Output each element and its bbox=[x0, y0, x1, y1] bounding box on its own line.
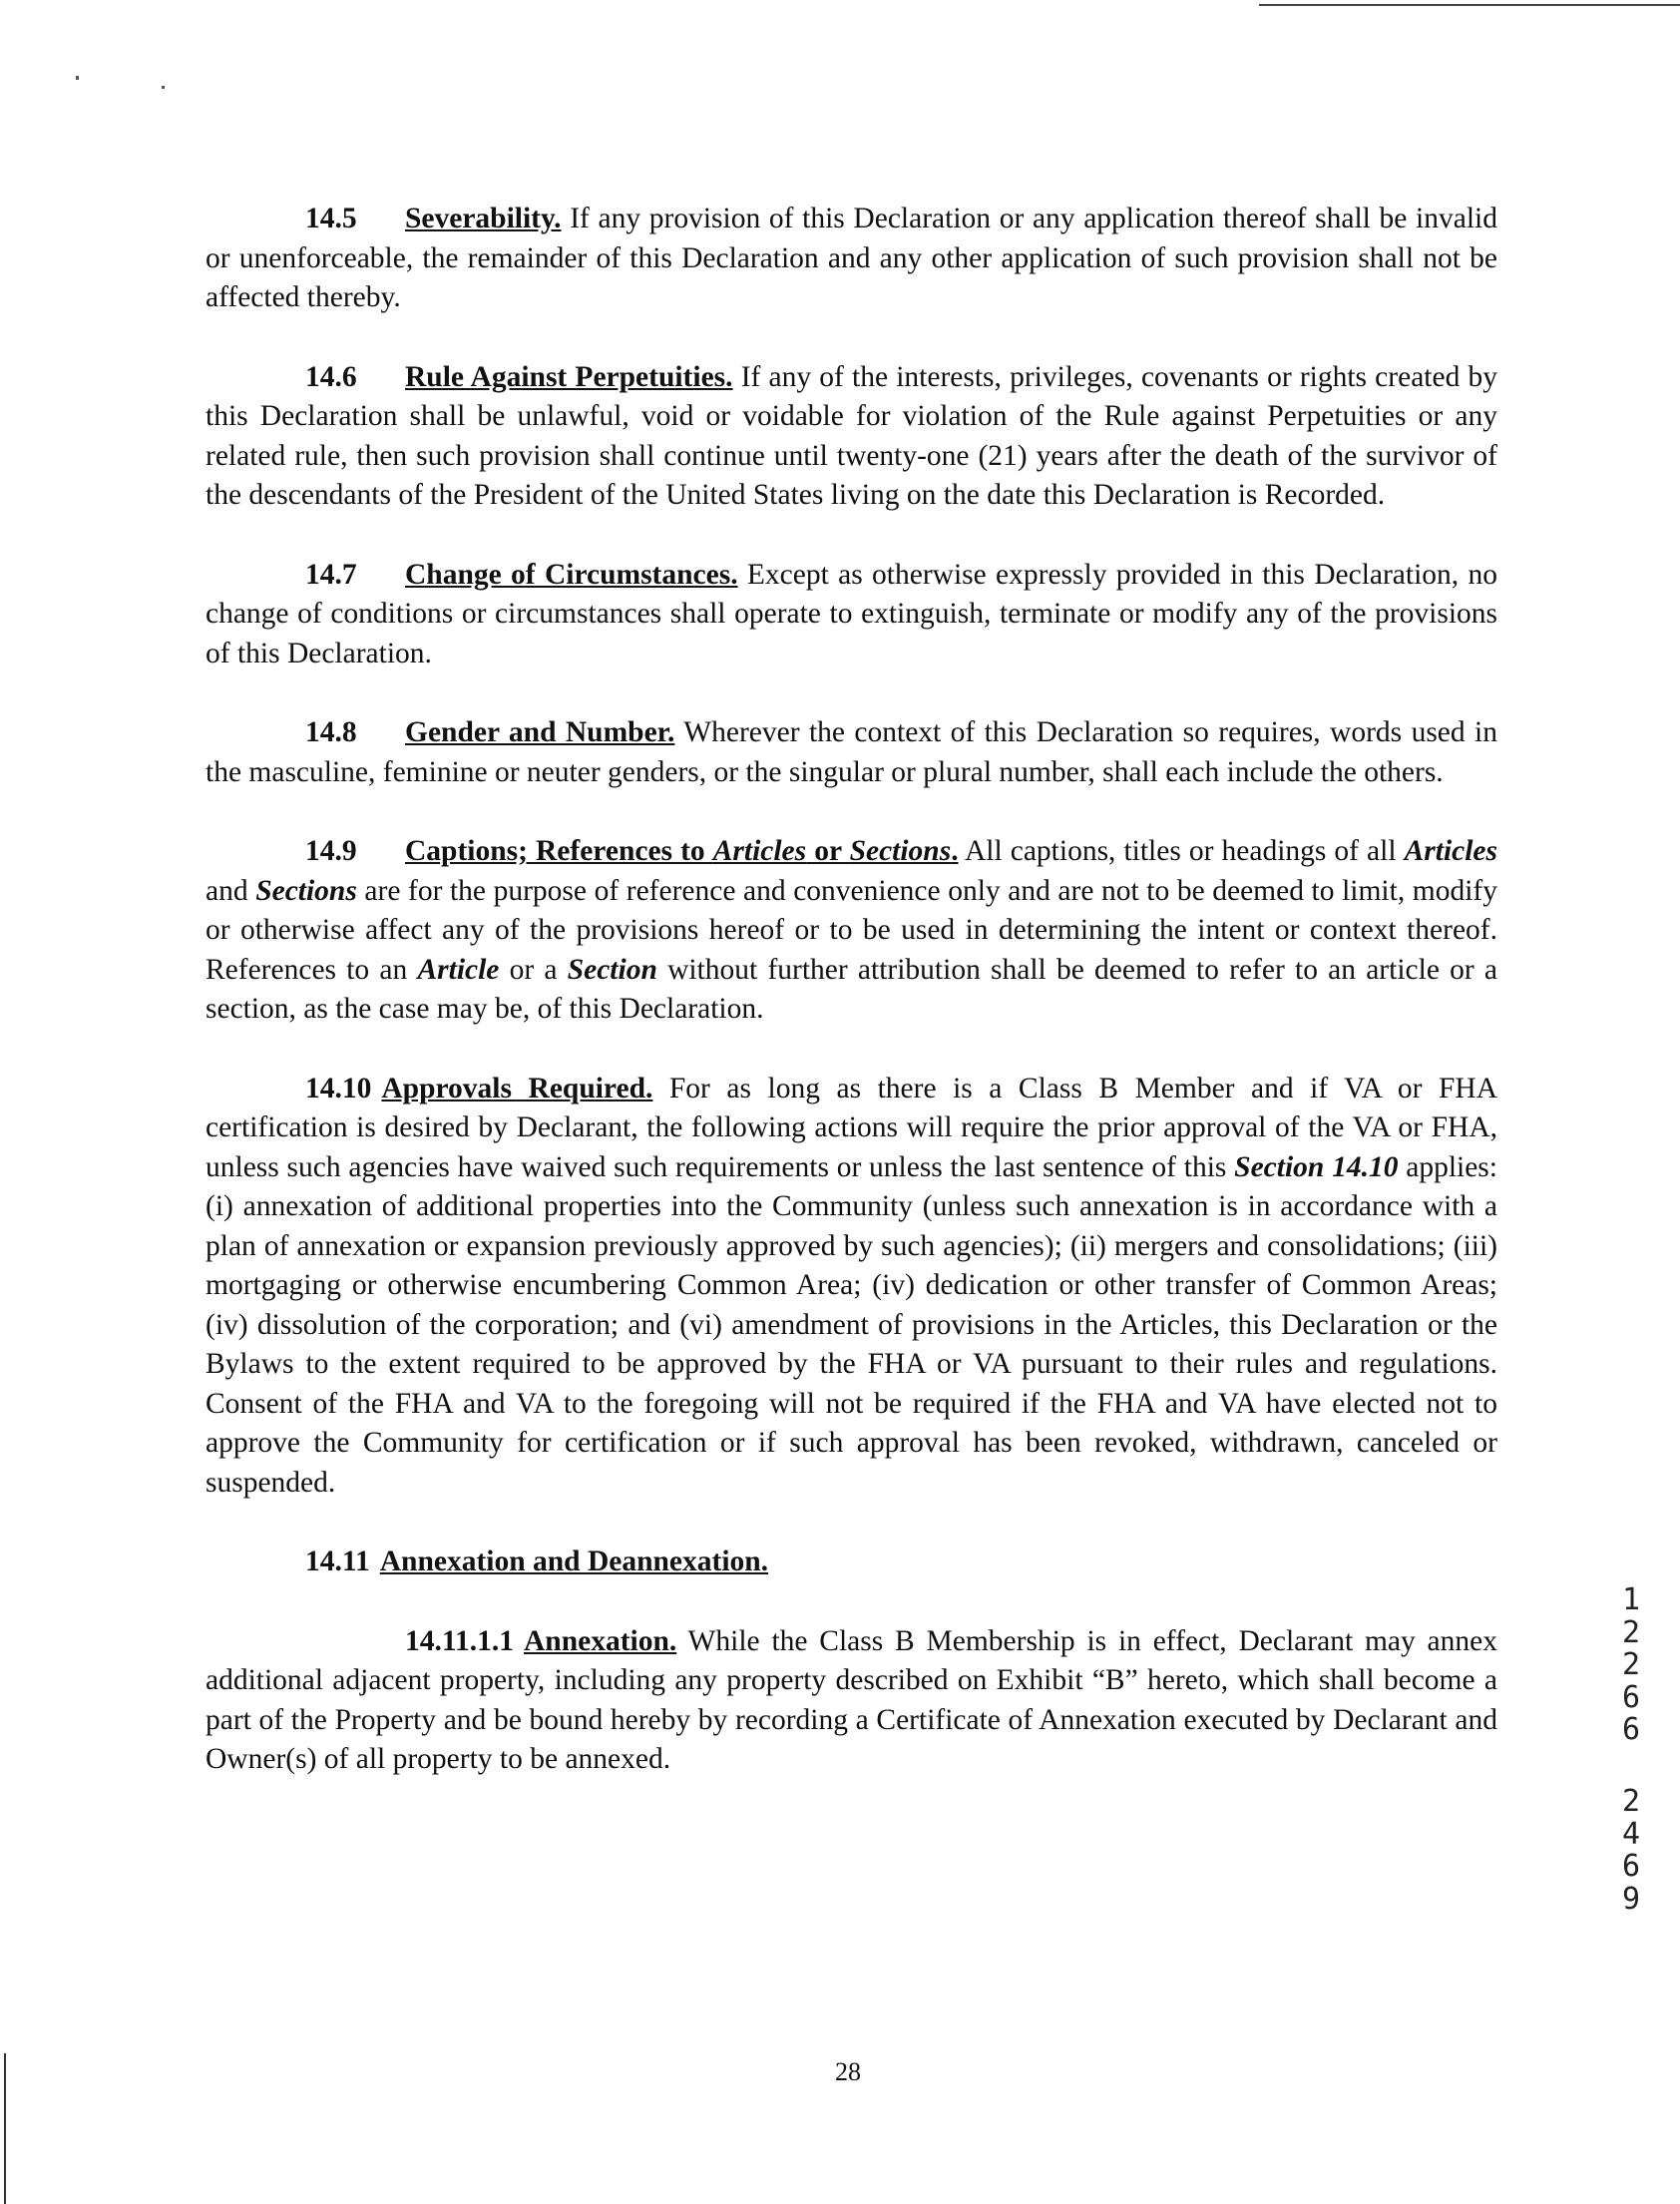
section-text: For as long as there is a Class B Member and if VA or FHA certification is desired by Declarant, the following actions will require the prior approval of the VA or FHA, unless such agencies have waived such requirements or unless the last sentence of this bbox=[206, 1072, 1497, 1183]
stamp-digit: 6 bbox=[1621, 1712, 1641, 1747]
section-14-10 bbox=[206, 1070, 1497, 1504]
stamp-digit: 9 bbox=[1621, 1881, 1641, 1917]
stamp-digit: 2 bbox=[1621, 1614, 1641, 1650]
stamp-digit: 1 bbox=[1621, 1582, 1641, 1617]
section-heading: Severability. bbox=[405, 203, 562, 234]
page-number: 28 bbox=[835, 2057, 861, 2086]
heading-part: or bbox=[806, 835, 850, 867]
stamp-digit: 2 bbox=[1621, 1647, 1641, 1682]
section-text: Wherever the context of this Declaration so requires, words used in the masculine, feminine or neuter genders, or the singular or plural number, shall each include the others. bbox=[206, 716, 1497, 788]
section-text: While the Class B Membership is in effect, Declarant may annex additional adjacent property, including any property described on Exhibit “B” hereto, which shall become a part of the Property and be bound hereby by recording a Certificate of Annexation executed by Declarant and Owner(s) of all property to be annexed. bbox=[206, 1624, 1497, 1775]
section-text: All captions, titles or headings of all bbox=[958, 835, 1405, 867]
stamp-digit: 6 bbox=[1621, 1679, 1641, 1715]
section-number: 14.7 bbox=[305, 558, 357, 591]
section-14-11-1-1 bbox=[206, 1622, 1497, 1780]
heading-part: . bbox=[951, 835, 959, 867]
scan-speck bbox=[76, 76, 79, 80]
section-text: If any provision of this Declaration or any application thereof shall be invalid or unenforceable, the remainder of this Declaration and any other application of such provision shall not be affected thereby. bbox=[206, 203, 1497, 313]
heading-part: Captions; References to bbox=[405, 835, 713, 867]
section-heading: Annexation. bbox=[524, 1624, 677, 1657]
section-text: or a bbox=[499, 953, 568, 986]
stamp-digit: 4 bbox=[1621, 1816, 1641, 1852]
section-text: without further attribution shall be deemed to refer to an article or a section, as the case may be, of this Declaration. bbox=[206, 953, 1498, 1025]
section-14-8 bbox=[206, 713, 1497, 792]
heading-part-italic: Articles bbox=[712, 835, 807, 867]
margin-stamp-group-2 bbox=[1616, 1786, 1646, 1916]
section-text: If any of the interests, privileges, covenants or rights created by this Declaration shall be unlawful, void or voidable for violation of the Rule against Perpetuities or any related rule, then such provision shall continue until twenty-one (21) years after the death of the survivor of the descendants of the President of the United States living on the date this Declaration is Recorded. bbox=[206, 360, 1497, 511]
stamp-digit: 2 bbox=[1621, 1784, 1641, 1819]
reference-term: Sections bbox=[255, 874, 357, 907]
section-text: Except as otherwise expressly provided in this Declaration, no change of conditions or circumstances shall operate to extinguish, terminate or modify any of the provisions of this Declaration. bbox=[206, 558, 1497, 669]
section-heading: Gender and Number. bbox=[405, 716, 675, 748]
section-heading: Approvals Required. bbox=[381, 1072, 653, 1104]
scan-left-edge bbox=[4, 2053, 6, 2204]
section-14-5 bbox=[206, 200, 1497, 318]
section-number: 14.11 bbox=[305, 1545, 370, 1577]
reference-term: Articles bbox=[1404, 835, 1498, 867]
section-14-9 bbox=[206, 832, 1497, 1030]
section-number: 14.8 bbox=[305, 716, 357, 748]
heading-part-italic: Sections bbox=[849, 835, 952, 867]
section-number: 14.9 bbox=[305, 835, 357, 867]
section-text: are for the purpose of reference and convenience only and are not to be deemed to limit, modify or otherwise affect any of the provisions hereof or to be used in determining the intent or context thereof. References to an bbox=[206, 874, 1497, 986]
scan-top-rule bbox=[1259, 4, 1680, 6]
reference-term: Section bbox=[567, 953, 657, 986]
section-text: applies: (i) annexation of additional properties into the Community (unless such annexation is in accordance with a plan of annexation or expansion previously approved by such agencies); (ii) mergers and consolidations; (iii) mortgaging or otherwise encumbering Common Area; (iv) dedication or other transfer of Common Areas; (iv) dissolution of the corporation; and (vi) amendment of provisions in the Articles, this Declaration or the Bylaws to the extent required to be approved by the FHA or VA pursuant to their rules and regulations. Consent of the FHA and VA to the foregoing will not be required if the FHA and VA have elected not to approve the Community for certification or if such approval has been revoked, withdrawn, canceled or suspended. bbox=[206, 1150, 1497, 1499]
section-text: and bbox=[206, 874, 256, 907]
scan-speck bbox=[162, 86, 165, 89]
section-14-11 bbox=[206, 1543, 1497, 1582]
section-heading: Rule Against Perpetuities. bbox=[405, 360, 733, 393]
section-heading: Change of Circumstances. bbox=[405, 558, 738, 591]
reference-term: Section 14.10 bbox=[1234, 1150, 1399, 1183]
section-14-6 bbox=[206, 358, 1497, 516]
stamp-digit: 6 bbox=[1621, 1849, 1641, 1884]
document-body bbox=[206, 200, 1497, 1820]
section-heading bbox=[405, 835, 959, 867]
section-number: 14.10 bbox=[305, 1072, 372, 1104]
section-14-7 bbox=[206, 556, 1497, 674]
reference-term: Article bbox=[417, 953, 500, 986]
section-number: 14.6 bbox=[305, 360, 357, 393]
margin-stamp-group-1 bbox=[1616, 1584, 1646, 1747]
section-heading: Annexation and Deannexation. bbox=[379, 1545, 769, 1577]
section-number: 14.5 bbox=[305, 203, 357, 234]
section-number: 14.11.1.1 bbox=[405, 1624, 514, 1657]
